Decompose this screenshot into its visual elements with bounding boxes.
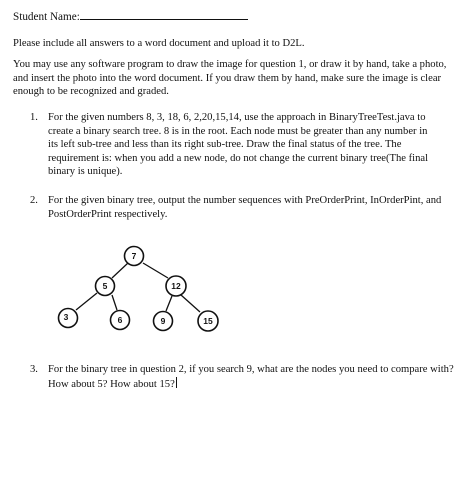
- question-number: 1.: [30, 112, 38, 123]
- question-text[interactable]: [48, 363, 463, 391]
- question-line: For the given binary tree, output the number sequences with PreOrderPrint, InOrderPint, and: [48, 195, 442, 206]
- tree-node-label: 12: [171, 281, 181, 291]
- question-number: 2.: [30, 195, 38, 206]
- tree-edge: [181, 295, 200, 312]
- software-note-line: and insert the photo into the word document. If you draw them by hand, make sure the image is clear: [13, 72, 442, 84]
- upload-instruction: Please include all answers to a word document and upload it to D2L.: [13, 38, 305, 49]
- question-number: 3.: [30, 364, 38, 375]
- tree-edge: [143, 263, 168, 278]
- question-line: For the binary tree in question 2, if you search 9, what are the nodes you need to compare with?: [48, 364, 454, 375]
- question-line: PostOrderPrint respectively.: [48, 208, 168, 220]
- tree-edge: [166, 296, 172, 311]
- tree-edge: [76, 293, 97, 310]
- question-line: [48, 377, 463, 392]
- student-name-label: Student Name:: [13, 11, 80, 23]
- tree-edge: [112, 263, 128, 278]
- tree-node-label: 3: [63, 312, 69, 322]
- tree-node-label: 5: [102, 281, 108, 291]
- question-line: its left sub-tree and less than its right sub-tree. Draw the final status of the tree. The: [48, 139, 402, 151]
- question-line: create a binary search tree. 8 is in the root. Each node must be greater than any number in: [48, 125, 428, 137]
- tree-edge: [112, 295, 117, 310]
- tree-node-label: 7: [131, 251, 137, 261]
- text-cursor: [176, 377, 177, 388]
- question-line: requirement is: when you add a new node, do not change the current binary tree(The final: [48, 152, 429, 164]
- tree-node-label: 15: [203, 316, 213, 326]
- software-note-line: enough to be recognized and graded.: [13, 86, 169, 98]
- question-line: For the given numbers 8, 3, 18, 6, 2,20,15,14, use the approach in BinaryTreeTest.java to: [48, 112, 426, 123]
- question-line-text: How about 5? How about 15?: [48, 378, 175, 390]
- tree-node-label: 9: [160, 316, 166, 326]
- question-line: binary is unique).: [48, 166, 123, 178]
- tree-node-label: 6: [117, 315, 123, 325]
- software-note-line: You may use any software program to draw the image for question 1, or draw it by hand, take a photo,: [13, 59, 447, 70]
